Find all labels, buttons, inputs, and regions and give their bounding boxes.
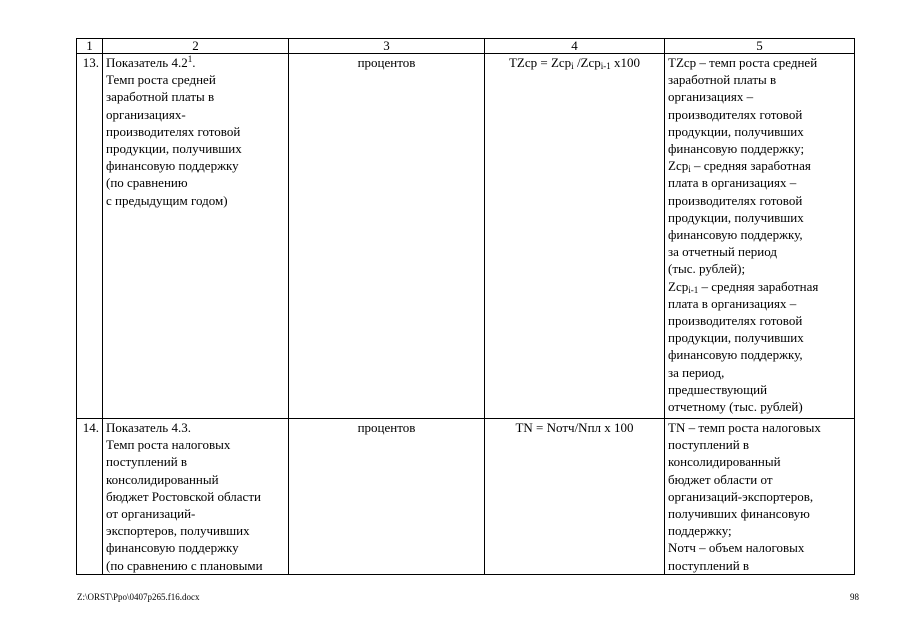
column-header: 2 [103, 39, 289, 54]
column-header: 4 [485, 39, 665, 54]
table-row [77, 54, 855, 419]
footnote-mark: 1 [187, 54, 193, 64]
row-number: 14. [77, 419, 103, 575]
document-table [76, 38, 855, 575]
indicator-name: Показатель $4.2^1$. Темп роста средней заработной платы в организациях- производителях готовой продукции, получивших финансовую поддержку (по сравнению с предыдущим годом) [103, 54, 289, 419]
indicator-name: Показатель 4.3. Темп роста налоговых поступлений в консолидированный бюджет Ростовской области от организаций- экспортеров, получивших финансовую поддержку (по сравнению с плановыми [103, 419, 289, 575]
page-number: 98 [850, 592, 859, 602]
column-header: 3 [289, 39, 485, 54]
row-number: 13. [77, 54, 103, 419]
description-cell: TZср – темп роста средней заработной платы в организациях – производителях готовой продукции, получивших финансовую поддержку; Zср$_i$ – средняя заработная плата в организациях – производителях готовой продукции, получивших финансовую поддержку, за отчетный период (тыс. рублей); Zср$_{i-1}$ – средняя заработная плата в организациях – производителях готовой продукции, получивших финансовую поддержку, за период, предшествующий отчетному (тыс. рублей) [665, 54, 855, 419]
table-row [77, 419, 855, 575]
table-header-row [77, 39, 855, 54]
footer-file-path: Z:\ORST\Ppo\0407p265.f16.docx [77, 592, 200, 602]
description-cell: TN – темп роста налоговых поступлений в консолидированный бюджет области от организаций-экспортеров, получивших финансовую поддержку; Nотч – объем налоговых поступлений в [665, 419, 855, 575]
unit-cell: процентов [289, 419, 485, 575]
formula-cell: TN = Nотч/Nпл х 100 [485, 419, 665, 575]
column-header: 5 [665, 39, 855, 54]
column-header: 1 [77, 39, 103, 54]
formula-cell: TZср = Zср$_i$ /Zср$_{i-1}$ х100 [485, 54, 665, 419]
unit-cell: процентов [289, 54, 485, 419]
